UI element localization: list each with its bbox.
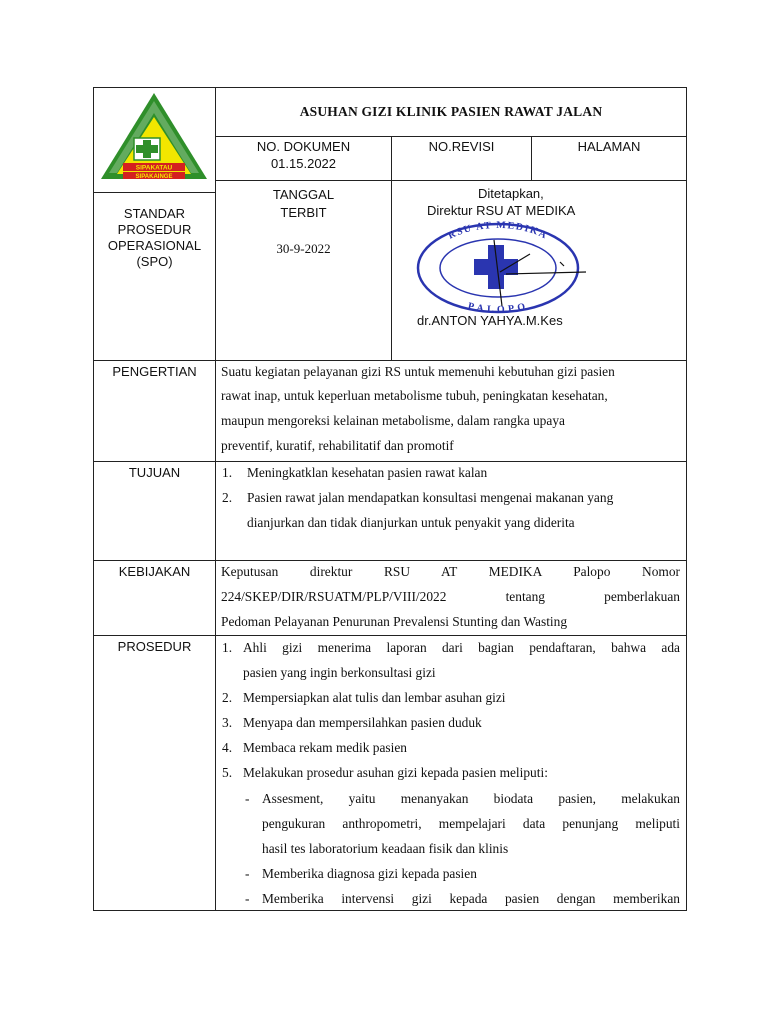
kebijakan-line: Keputusan direktur RSU AT MEDIKA Palopo Nomor [221, 564, 680, 579]
tujuan-item-line: dianjurkan dan tidak dianjurkan untuk penyakit yang diderita [247, 515, 575, 530]
no-dokumen-value: 01.15.2022 [270, 156, 337, 171]
prosedur-number: 3. [222, 715, 233, 730]
spo-label-2: PROSEDUR [117, 222, 192, 237]
prosedur-item-line: Mempersiapkan alat tulis dan lembar asuhan gizi [243, 690, 506, 705]
spo-label-3: OPERASIONAL [107, 238, 202, 253]
title-row-divider [215, 136, 687, 137]
prosedur-label: PROSEDUR [117, 639, 192, 654]
spo-label-4: (SPO) [136, 254, 173, 269]
pengertian-label: PENGERTIAN [112, 364, 197, 379]
tanggal-label-2: TERBIT [280, 205, 327, 220]
no-dokumen-label: NO. DOKUMEN [256, 139, 351, 154]
prosedur-sub-line: Assesment, yaitu menanyakan biodata pasien, melakukan [262, 791, 680, 806]
logo-banner-2-text: SIPAKAINGE [135, 173, 173, 180]
kebijakan-divider [93, 635, 687, 636]
header-bottom-divider [93, 360, 687, 361]
prosedur-item-line: Menyapa dan mempersilahkan pasien duduk [243, 715, 482, 730]
tujuan-item-line: Meningkatklan kesehatan pasien rawat kalan [247, 465, 488, 480]
pengertian-line: rawat inap, untuk keperluan metabolisme tubuh, peningkatan kesehatan, [221, 388, 608, 403]
table-border-top [93, 87, 687, 88]
kebijakan-label: KEBIJAKAN [118, 564, 191, 579]
no-revisi-label: NO.REVISI [428, 139, 495, 154]
ditetapkan-label: Ditetapkan, [478, 186, 544, 201]
prosedur-item-line: Melakukan prosedur asuhan gizi kepada pasien meliputi: [243, 765, 548, 780]
prosedur-sub-line: pengukuran anthropometri, mempelajari data penunjang meliputi [262, 816, 680, 831]
prosedur-sub-line: Memberika intervensi gizi kepada pasien dengan memberikan [262, 891, 680, 906]
prosedur-number: 2. [222, 690, 233, 705]
tujuan-label: TUJUAN [128, 465, 181, 480]
direktur-label: Direktur RSU AT MEDIKA [427, 203, 576, 218]
halaman-label: HALAMAN [577, 139, 641, 154]
spo-label-1: STANDAR [123, 206, 186, 221]
kebijakan-line: 224/SKEP/DIR/RSUATM/PLP/VIII/2022 tentang pemberlakuan [221, 589, 680, 604]
pengertian-line: maupun mengoreksi kelainan metabolisme, dalam rangka upaya [221, 413, 565, 428]
pengertian-divider [93, 461, 687, 462]
tanggal-col-divider [391, 180, 392, 361]
prosedur-number: 4. [222, 740, 233, 755]
tujuan-number: 1. [222, 465, 233, 480]
prosedur-item-line: Ahli gizi menerima laporan dari bagian pendaftaran, bahwa ada [243, 640, 680, 655]
tujuan-number: 2. [222, 490, 233, 505]
signatory-name: dr.ANTON YAHYA.M.Kes [417, 313, 563, 328]
kebijakan-line: Pedoman Pelayanan Penurunan Prevalensi Stunting dan Wasting [221, 614, 568, 629]
pengertian-line: preventif, kuratif, rehabilitatif dan promotif [221, 438, 454, 453]
tujuan-item-line: Pasien rawat jalan mendapatkan konsultasi mengenai makanan yang [247, 490, 614, 505]
tujuan-divider [93, 560, 687, 561]
stamp-bottom-text: PALOPO [466, 300, 530, 314]
tanggal-label-1: TANGGAL [272, 187, 335, 202]
dokumen-row-divider [215, 180, 687, 181]
prosedur-sub-line: hasil tes laboratorium keadaan fisik dan klinis [262, 841, 509, 856]
prosedur-number: 1. [222, 640, 233, 655]
document-title: ASUHAN GIZI KLINIK PASIEN RAWAT JALAN [299, 104, 603, 119]
prosedur-sub-bullet: - [245, 891, 250, 906]
prosedur-number: 5. [222, 765, 233, 780]
prosedur-sub-line: Memberika diagnosa gizi kepada pasien [262, 866, 477, 881]
table-border-right [686, 87, 687, 911]
prosedur-item-line: pasien yang ingin berkonsultasi gizi [243, 665, 436, 680]
stamp-top-text: RSU AT MEDIKA [446, 219, 550, 242]
hospital-stamp [410, 214, 590, 314]
hospital-logo [99, 91, 209, 187]
table-border-bottom [93, 910, 687, 911]
prosedur-item-line: Membaca rekam medik pasien [243, 740, 407, 755]
logo-row-divider [93, 192, 216, 193]
logo-banner-1-text: SIPAKATAU [135, 164, 173, 172]
logo-cross-h [136, 145, 158, 153]
pengertian-line: Suatu kegiatan pelayanan gizi RS untuk memenuhi kebutuhan gizi pasien [221, 364, 615, 379]
prosedur-sub-bullet: - [245, 791, 250, 806]
tanggal-value: 30-9-2022 [276, 241, 331, 256]
prosedur-sub-bullet: - [245, 866, 250, 881]
